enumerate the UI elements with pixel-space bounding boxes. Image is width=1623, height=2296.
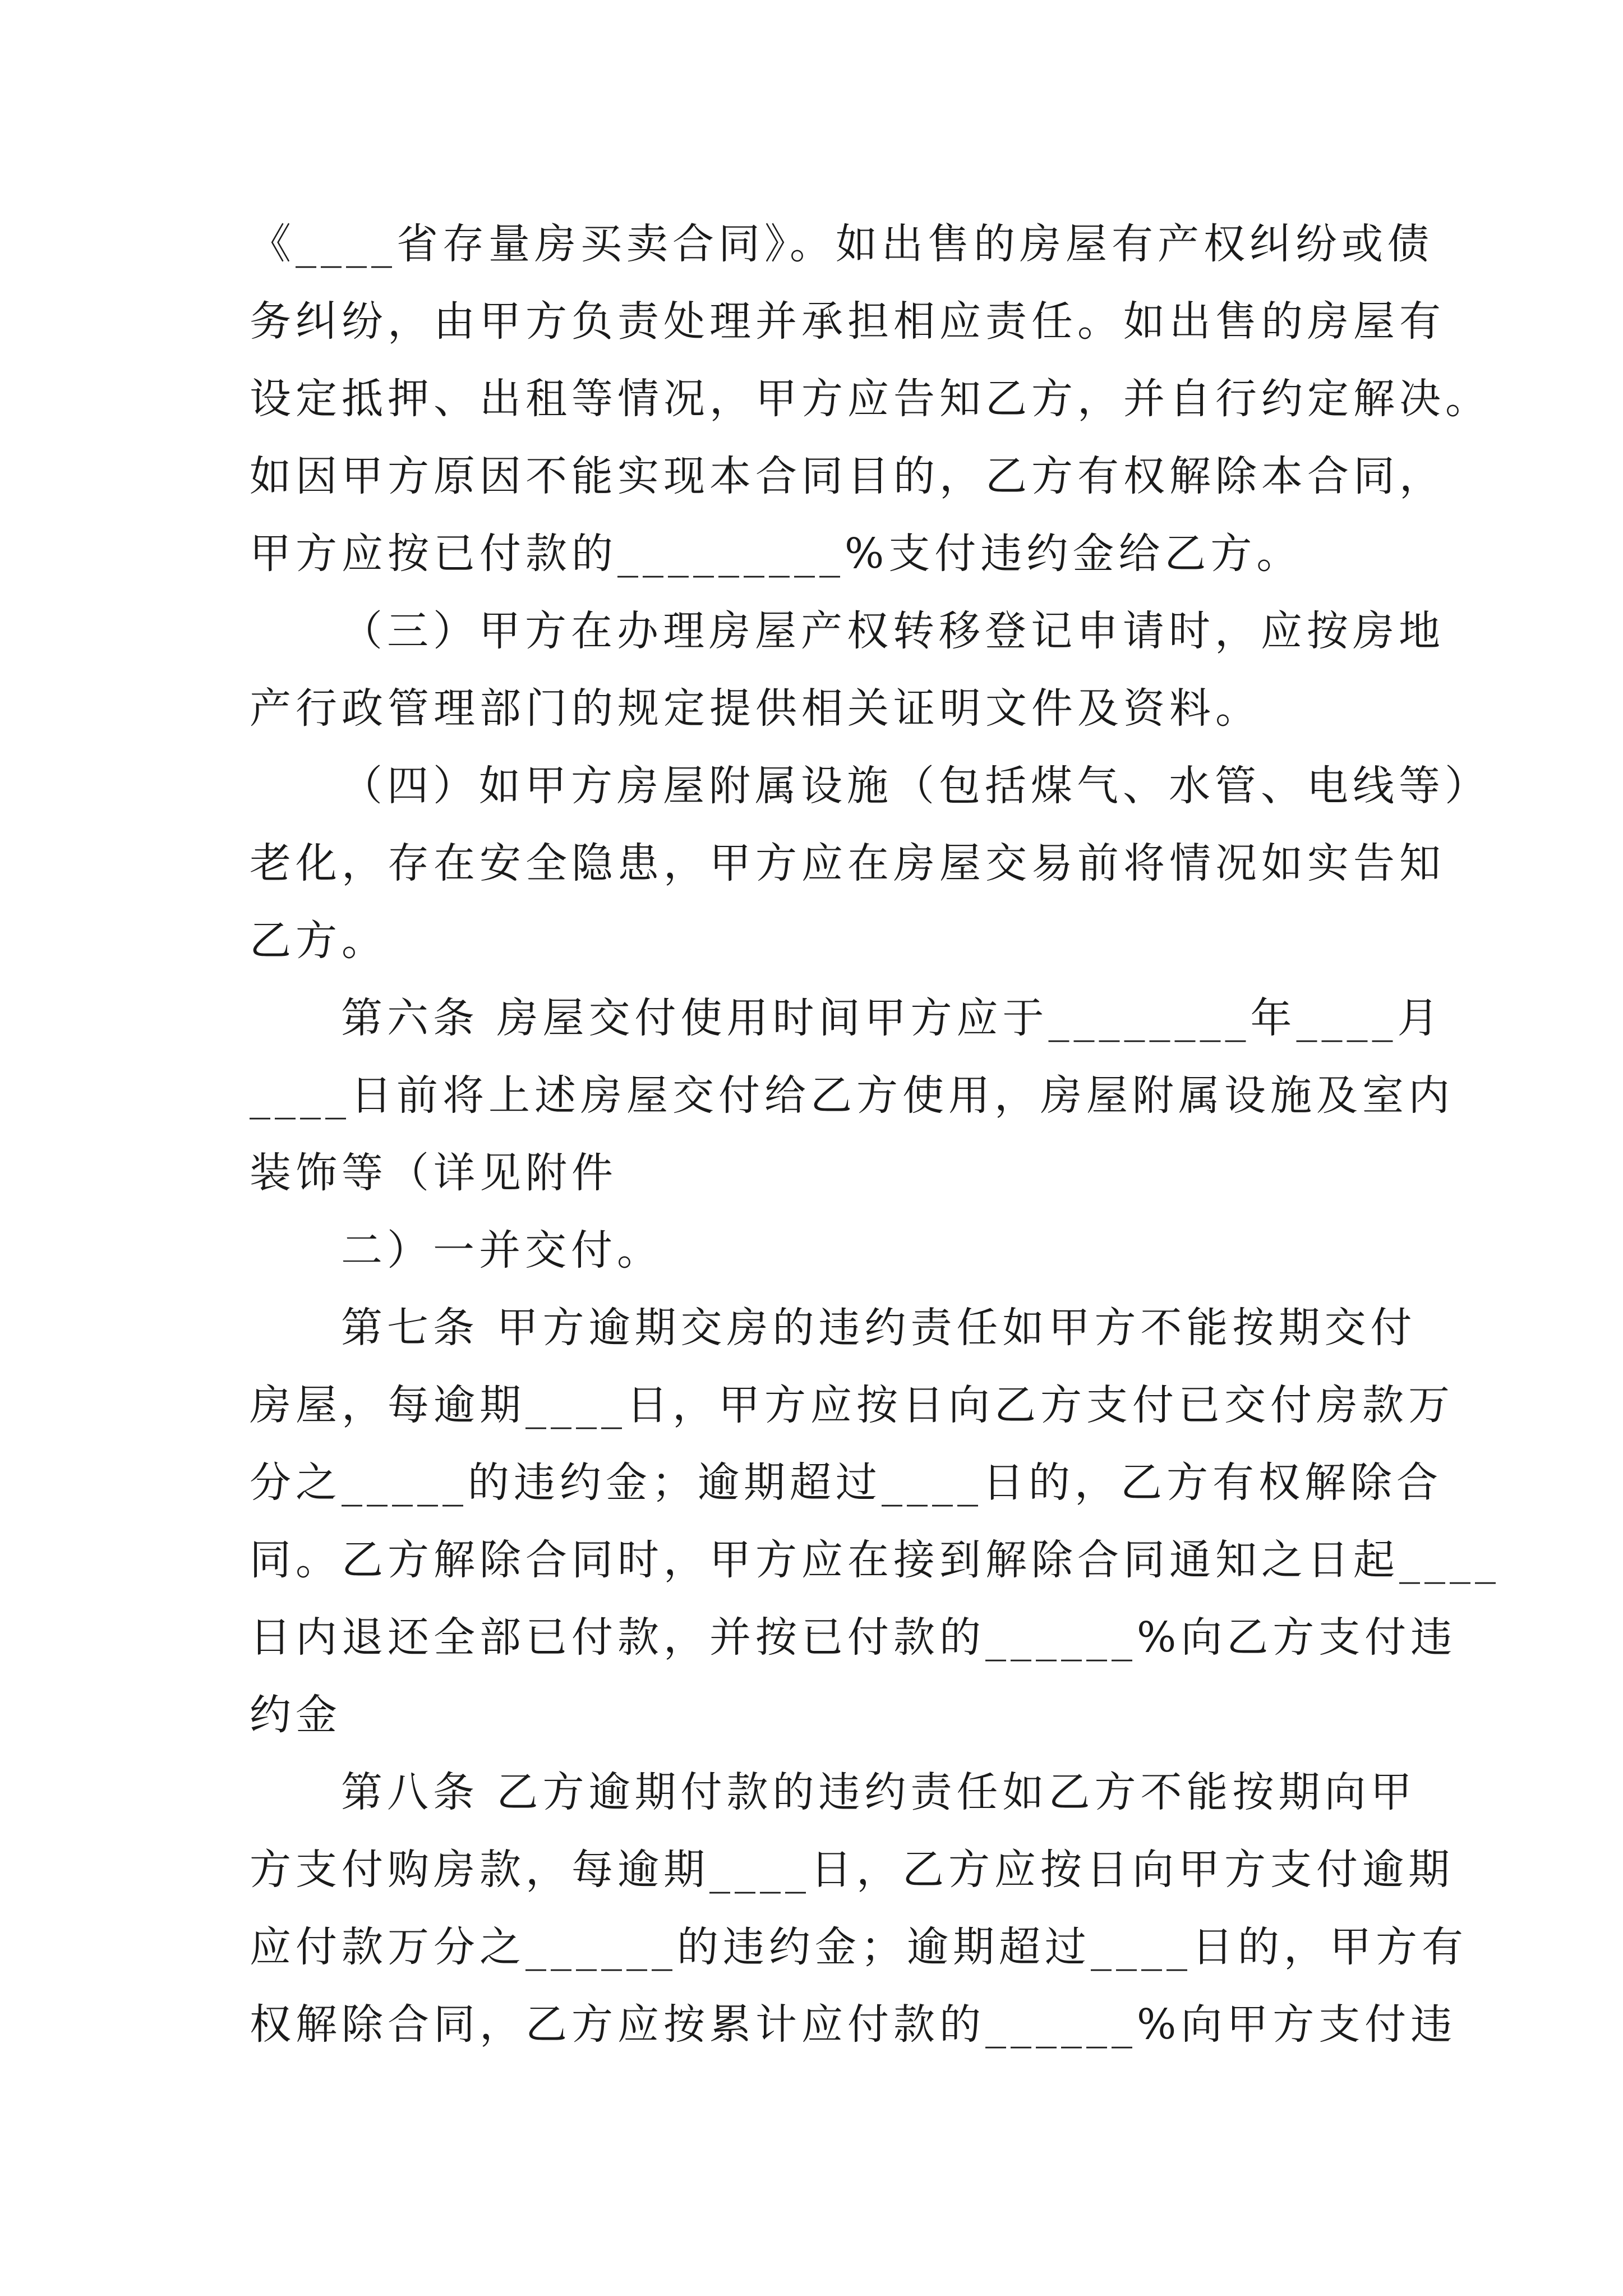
text-line: 房屋，每逾期____日，甲方应按日向乙方支付已交付房款万 [250,1381,1454,1429]
paragraph-start-line: 二）一并交付。 [341,1226,663,1274]
text-line: 方支付购房款，每逾期____日，乙方应按日向甲方支付逾期 [250,1846,1454,1894]
text-line: 如因甲方原因不能实现本合同目的，乙方有权解除本合同， [250,452,1445,500]
text-line: 日内退还全部已付款，并按已付款的______%向乙方支付违 [250,1613,1457,1662]
text-line: 乙方。 [250,917,388,965]
paragraph-start-line: （三）甲方在办理房屋产权转移登记申请时，应按房地 [341,607,1445,655]
text-line: 权解除合同，乙方应按累计应付款的______%向甲方支付违 [250,2000,1457,2049]
text-line: 甲方应按已付款的_________%支付违约金给乙方。 [250,530,1303,578]
text-line: 约金 [250,1691,342,1739]
text-line: ____日前将上述房屋交付给乙方使用，房屋附属设施及室内 [250,1071,1454,1120]
text-line: 老化，存在安全隐患，甲方应在房屋交易前将情况如实告知 [250,839,1445,887]
text-line: 应付款万分之______的违约金；逾期超过____日的，甲方有 [250,1923,1468,1971]
text-line: 设定抵押、出租等情况，甲方应告知乙方，并自行约定解决。 [250,375,1491,423]
paragraph-start-line: （四）如甲方房屋附属设施（包括煤气、水管、电线等） [341,762,1491,810]
text-line: 同。乙方解除合同时，甲方应在接到解除合同通知之日起____ [250,1536,1500,1584]
text-line: 《____省存量房买卖合同》。如出售的房屋有产权纠纷或债 [250,220,1433,268]
article-7-heading-line: 第七条 甲方逾期交房的违约责任如甲方不能按期交付 [341,1304,1417,1352]
text-line: 装饰等（详见附件 [250,1149,617,1197]
article-8-heading-line: 第八条 乙方逾期付款的违约责任如乙方不能按期向甲 [341,1768,1417,1816]
article-6-heading-line: 第六条 房屋交付使用时间甲方应于________年____月 [341,994,1444,1042]
text-line: 产行政管理部门的规定提供相关证明文件及资料。 [250,684,1261,733]
text-line: 分之_____的违约金；逾期超过____日的，乙方有权解除合 [250,1458,1442,1507]
text-line: 务纠纷，由甲方负责处理并承担相应责任。如出售的房屋有 [250,297,1445,346]
